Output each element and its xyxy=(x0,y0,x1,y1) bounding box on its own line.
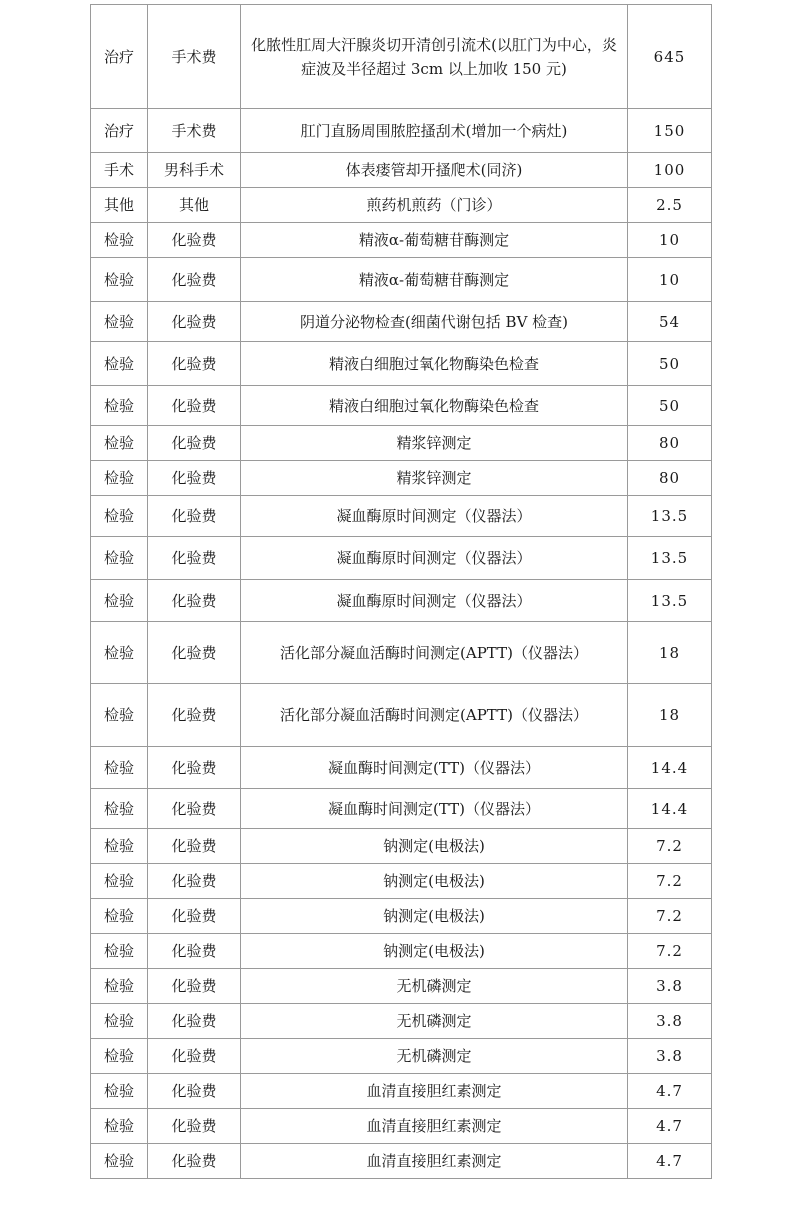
row-type-cell: 化验费 xyxy=(148,864,241,899)
row-type-cell: 化验费 xyxy=(148,1039,241,1074)
row-type-cell: 化验费 xyxy=(148,899,241,934)
row-item-cell: 血清直接胆红素测定 xyxy=(241,1144,628,1179)
table-row xyxy=(91,864,712,899)
row-item-cell: 活化部分凝血活酶时间测定(APTT)（仪器法） xyxy=(241,684,628,747)
row-item-cell: 精液α-葡萄糖苷酶测定 xyxy=(241,223,628,258)
row-amount-cell: 7.2 xyxy=(628,829,712,864)
row-category-cell: 检验 xyxy=(91,426,148,461)
row-category-cell: 检验 xyxy=(91,969,148,1004)
row-item-cell: 钠测定(电极法) xyxy=(241,829,628,864)
table-row xyxy=(91,1109,712,1144)
row-item-cell: 凝血酶原时间测定（仪器法） xyxy=(241,496,628,537)
row-amount-cell: 13.5 xyxy=(628,496,712,537)
table-row xyxy=(91,829,712,864)
table-row xyxy=(91,934,712,969)
table-row xyxy=(91,789,712,829)
row-type-cell: 手术费 xyxy=(148,5,241,109)
row-type-cell: 化验费 xyxy=(148,1004,241,1039)
row-category-cell: 其他 xyxy=(91,188,148,223)
table-row xyxy=(91,969,712,1004)
row-category-cell: 检验 xyxy=(91,1144,148,1179)
row-item-cell: 凝血酶原时间测定（仪器法） xyxy=(241,580,628,622)
table-row xyxy=(91,622,712,684)
row-category-cell: 检验 xyxy=(91,1109,148,1144)
row-category-cell: 检验 xyxy=(91,496,148,537)
row-type-cell: 化验费 xyxy=(148,302,241,342)
row-category-cell: 检验 xyxy=(91,934,148,969)
table-row xyxy=(91,496,712,537)
row-amount-cell: 50 xyxy=(628,386,712,426)
row-category-cell: 检验 xyxy=(91,1074,148,1109)
row-item-cell: 肛门直肠周围脓腔搔刮术(增加一个病灶) xyxy=(241,109,628,153)
row-amount-cell: 7.2 xyxy=(628,934,712,969)
row-item-cell: 化脓性肛周大汗腺炎切开清创引流术(以肛门为中心，炎症波及半径超过 3cm 以上加收 150 元) xyxy=(241,5,628,109)
row-amount-cell: 3.8 xyxy=(628,969,712,1004)
table-row xyxy=(91,1144,712,1179)
row-category-cell: 检验 xyxy=(91,1039,148,1074)
row-amount-cell: 14.4 xyxy=(628,747,712,789)
row-type-cell: 化验费 xyxy=(148,386,241,426)
row-category-cell: 检验 xyxy=(91,747,148,789)
table-row xyxy=(91,5,712,109)
fee-table xyxy=(90,4,712,1179)
row-item-cell: 血清直接胆红素测定 xyxy=(241,1074,628,1109)
row-category-cell: 检验 xyxy=(91,342,148,386)
table-row xyxy=(91,1039,712,1074)
row-category-cell: 手术 xyxy=(91,153,148,188)
row-type-cell: 化验费 xyxy=(148,684,241,747)
table-row xyxy=(91,426,712,461)
row-amount-cell: 13.5 xyxy=(628,537,712,580)
row-item-cell: 钠测定(电极法) xyxy=(241,934,628,969)
row-category-cell: 检验 xyxy=(91,386,148,426)
row-category-cell: 治疗 xyxy=(91,5,148,109)
row-item-cell: 精液α-葡萄糖苷酶测定 xyxy=(241,258,628,302)
row-type-cell: 手术费 xyxy=(148,109,241,153)
table-row xyxy=(91,386,712,426)
row-amount-cell: 3.8 xyxy=(628,1004,712,1039)
table-row xyxy=(91,461,712,496)
row-type-cell: 化验费 xyxy=(148,537,241,580)
table-row xyxy=(91,747,712,789)
row-item-cell: 钠测定(电极法) xyxy=(241,864,628,899)
row-item-cell: 无机磷测定 xyxy=(241,969,628,1004)
row-item-cell: 精液白细胞过氧化物酶染色检查 xyxy=(241,386,628,426)
row-amount-cell: 7.2 xyxy=(628,864,712,899)
fee-table-body xyxy=(91,5,712,1179)
row-amount-cell: 4.7 xyxy=(628,1109,712,1144)
row-type-cell: 男科手术 xyxy=(148,153,241,188)
row-amount-cell: 10 xyxy=(628,258,712,302)
row-type-cell: 化验费 xyxy=(148,461,241,496)
row-type-cell: 化验费 xyxy=(148,258,241,302)
row-type-cell: 化验费 xyxy=(148,934,241,969)
table-row xyxy=(91,302,712,342)
row-category-cell: 治疗 xyxy=(91,109,148,153)
row-item-cell: 精液白细胞过氧化物酶染色检查 xyxy=(241,342,628,386)
row-type-cell: 化验费 xyxy=(148,1144,241,1179)
row-type-cell: 化验费 xyxy=(148,829,241,864)
row-category-cell: 检验 xyxy=(91,684,148,747)
table-row xyxy=(91,188,712,223)
table-row xyxy=(91,258,712,302)
row-category-cell: 检验 xyxy=(91,789,148,829)
row-amount-cell: 2.5 xyxy=(628,188,712,223)
row-amount-cell: 80 xyxy=(628,426,712,461)
row-amount-cell: 18 xyxy=(628,622,712,684)
row-item-cell: 阴道分泌物检查(细菌代谢包括 BV 检查) xyxy=(241,302,628,342)
row-category-cell: 检验 xyxy=(91,223,148,258)
row-item-cell: 精浆锌测定 xyxy=(241,426,628,461)
row-type-cell: 其他 xyxy=(148,188,241,223)
row-item-cell: 血清直接胆红素测定 xyxy=(241,1109,628,1144)
row-amount-cell: 18 xyxy=(628,684,712,747)
row-category-cell: 检验 xyxy=(91,302,148,342)
row-item-cell: 凝血酶原时间测定（仪器法） xyxy=(241,537,628,580)
row-type-cell: 化验费 xyxy=(148,426,241,461)
row-amount-cell: 10 xyxy=(628,223,712,258)
row-amount-cell: 4.7 xyxy=(628,1074,712,1109)
row-category-cell: 检验 xyxy=(91,258,148,302)
row-item-cell: 无机磷测定 xyxy=(241,1004,628,1039)
row-amount-cell: 100 xyxy=(628,153,712,188)
row-item-cell: 体表瘘管却开搔爬术(同济) xyxy=(241,153,628,188)
table-row xyxy=(91,342,712,386)
row-amount-cell: 645 xyxy=(628,5,712,109)
row-type-cell: 化验费 xyxy=(148,622,241,684)
row-category-cell: 检验 xyxy=(91,537,148,580)
table-row xyxy=(91,580,712,622)
row-amount-cell: 13.5 xyxy=(628,580,712,622)
table-row xyxy=(91,1074,712,1109)
table-row xyxy=(91,537,712,580)
row-type-cell: 化验费 xyxy=(148,223,241,258)
row-category-cell: 检验 xyxy=(91,829,148,864)
row-category-cell: 检验 xyxy=(91,864,148,899)
row-category-cell: 检验 xyxy=(91,622,148,684)
row-amount-cell: 7.2 xyxy=(628,899,712,934)
row-type-cell: 化验费 xyxy=(148,342,241,386)
row-item-cell: 钠测定(电极法) xyxy=(241,899,628,934)
row-item-cell: 煎药机煎药（门诊） xyxy=(241,188,628,223)
row-type-cell: 化验费 xyxy=(148,580,241,622)
row-item-cell: 凝血酶时间测定(TT)（仪器法） xyxy=(241,789,628,829)
row-item-cell: 活化部分凝血活酶时间测定(APTT)（仪器法） xyxy=(241,622,628,684)
row-type-cell: 化验费 xyxy=(148,496,241,537)
row-amount-cell: 14.4 xyxy=(628,789,712,829)
row-amount-cell: 80 xyxy=(628,461,712,496)
row-item-cell: 凝血酶时间测定(TT)（仪器法） xyxy=(241,747,628,789)
row-item-cell: 无机磷测定 xyxy=(241,1039,628,1074)
table-row xyxy=(91,1004,712,1039)
row-type-cell: 化验费 xyxy=(148,1109,241,1144)
table-row xyxy=(91,899,712,934)
table-row xyxy=(91,223,712,258)
row-amount-cell: 3.8 xyxy=(628,1039,712,1074)
row-type-cell: 化验费 xyxy=(148,747,241,789)
row-category-cell: 检验 xyxy=(91,461,148,496)
table-row xyxy=(91,153,712,188)
row-category-cell: 检验 xyxy=(91,899,148,934)
row-item-cell: 精浆锌测定 xyxy=(241,461,628,496)
table-row xyxy=(91,109,712,153)
table-row xyxy=(91,684,712,747)
row-amount-cell: 50 xyxy=(628,342,712,386)
row-amount-cell: 150 xyxy=(628,109,712,153)
row-category-cell: 检验 xyxy=(91,1004,148,1039)
row-type-cell: 化验费 xyxy=(148,1074,241,1109)
row-amount-cell: 54 xyxy=(628,302,712,342)
row-category-cell: 检验 xyxy=(91,580,148,622)
row-type-cell: 化验费 xyxy=(148,969,241,1004)
row-type-cell: 化验费 xyxy=(148,789,241,829)
row-amount-cell: 4.7 xyxy=(628,1144,712,1179)
